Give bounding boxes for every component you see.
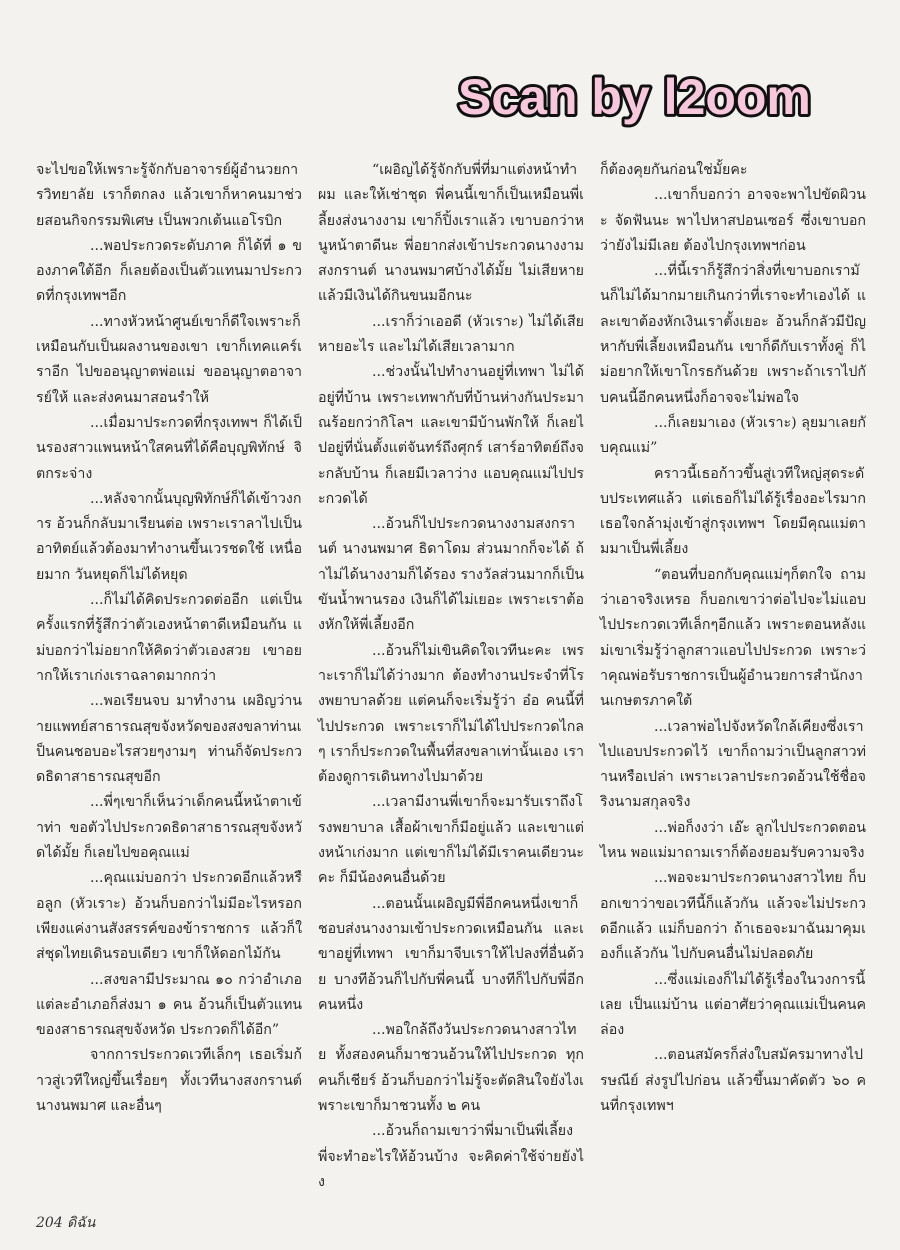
paragraph: ...พอประกวดระดับภาค ก็ได้ที่ ๑ ของภาคใต้อีก ก็เลยต้องเป็นตัวแทนมาประกวดที่กรุงเทพฯอีก	[36, 237, 302, 305]
paragraph: คราวนี้เธอก้าวขึ้นสู่เวทีใหญ่สุดระดับประเทศแล้ว แต่เธอก็ไม่ได้รู้เรื่องอะไรมาก เธอใจกล้ามุ่งเข้าสู่กรุงเทพฯ โดยมีคุณแม่ตามมาเป็นพี่เลี้ยง	[600, 465, 866, 558]
paragraph: ...อ้วนก็ไม่เขินคิดใจเวทีนะคะ เพราะเราก็ไม่ได้ว่างมาก ต้องทำงานประจำที่โรงพยาบาลด้วย แต่คนก็จะเริ่มรู้ว่า อ๋อ คนนี้ที่ไปประกวด เพราะเราก็ไม่ได้ไปประกวดไกลๆ เราก็ประกวดในพื้นที่สงขลาเท่านั้นเอง เราต้องดูการเดินทางไปมาด้วย	[318, 642, 584, 786]
paragraph: ...พอใกล้ถึงวันประกวดนางสาวไทย ทั้งสองคนก็มาชวนอ้วนให้ไปประกวด ทุกคนก็เชียร์ อ้วนก็บอกว่าไม่รู้จะตัดสินใจยังไงเพราะเขาก็มาชวนทั้ง ๒ คน	[318, 1022, 584, 1114]
paragraph: ...ที่นี้เราก็รู้สึกว่าสิ่งที่เขาบอกเรามันก็ไม่ได้มากมายเกินกว่าที่เราจะทำเองได้ และเขาต้องหักเงินเราตั้งเยอะ อ้วนก็กลัวมีปัญหากับพี่เลี้ยงเหมือนกัน เขาก็ดีกับเราทั้งคู่ ก็ไม่อยากให้เขาโกรธกันด้วย เพราะถ้าเราไปกับคนนี้อีกคนหนึ่งก็อาจจะไม่พอใจ	[600, 263, 866, 406]
paragraph: ...พอเรียนจบ มาทำงาน เผอิญว่านายแพทย์สาธารณสุขจังหวัดของสงขลาท่านเป็นคนชอบอะไรสวยๆงามๆ ท่านก็จัดประกวดธิดาสาธารณสุขอีก	[36, 693, 302, 786]
paragraph: จากการประกวดเวทีเล็กๆ เธอเริ่มก้าวสู่เวทีใหญ่ขึ้นเรื่อยๆ ทั้งเวทีนางสงกรานต์ นางนพมาศ และอื่นๆ	[36, 1047, 302, 1114]
paragraph: ...ก็ไม่ได้คิดประกวดต่ออีก แต่เป็นครั้งแรกที่รู้สึกว่าตัวเองหน้าตาดีเหมือนกัน แม่บอกว่าไม่อยากให้คิดว่าตัวเองสวย เขาอยากให้เราเก่งเราฉลาดมากกว่า	[36, 592, 302, 684]
paragraph: ...ตอนสมัครก็ส่งใบสมัครมาทางไปรษณีย์ ส่งรูปไปก่อน แล้วขึ้นมาคัดตัว ๖๐ คนที่กรุงเทพฯ	[600, 1047, 866, 1114]
paragraph: “เผอิญได้รู้จักกับพี่ที่มาแต่งหน้าทำผม และให้เช่าชุด พี่คนนี้เขาก็เป็นเหมือนพี่เลี้ยงส่งนางงาม เขาก็ปิ้งเราแล้ว เขาบอกว่าหนูหน้าตาดีนะ พี่อยากส่งเข้าประกวดนางงามสงกรานต์ นางนพมาศบ้างได้มั้ย ไม่เสียหาย แล้วมีเงินได้กินขนมอีกนะ	[318, 162, 584, 305]
page-folio: 204 ดิฉัน	[36, 1215, 96, 1231]
paragraph: ก็ต้องคุยกันก่อนใช่มั้ยคะ	[600, 162, 748, 178]
paragraph: ...เวลามีงานพี่เขาก็จะมารับเราถึงโรงพยาบาล เสื้อผ้าเขาก็มีอยู่แล้ว และเขาแต่งหน้าเก่งมาก แต่เขาก็ไม่ได้มีเราคนเดียวนะคะ ก็มีน้องคนอื่นด้วย	[318, 794, 584, 887]
paragraph: ...ทางหัวหน้าศูนย์เขาก็ดีใจเพราะก็เหมือนกับเป็นผลงานของเขา เขาก็เทคแคร์เราอีก ไปขออนุญาตพ่อแม่ ขออนุญาตอาจารย์ให้ และส่งคนมาสอนรำให้	[36, 313, 302, 406]
paragraph: ...พี่ๆเขาก็เห็นว่าเด็กคนนี้หน้าตาเข้าท่า ขอตัวไปประกวดธิดาสาธารณสุขจังหวัดได้มั้ย ก็เลยไปขอคุณแม่	[36, 794, 302, 862]
paragraph: ...ตอนนั้นเผอิญมีพี่อีกคนหนึ่งเขาก็ชอบส่งนางงามเข้าประกวดเหมือนกัน และเขาอยู่ที่เทพา เขาก็มาจีบเราให้ไปลงที่อื่นด้วย บางทีอ้วนก็ไปกับพี่คนนี้ บางทีก็ไปกับพี่อีกคนหนึ่ง	[318, 895, 584, 1013]
scan-watermark	[452, 58, 882, 134]
paragraph: ...หลังจากนั้นบุญพิทักษ์ก็ได้เข้าวงการ อ้วนก็กลับมาเรียนต่อ เพราะเราลาไปเป็นอาทิตย์แล้วต้องมาทำงานขึ้นเวรชดใช้ เหนื่อยมาก วันหยุดก็ไม่ได้หยุด	[36, 490, 302, 583]
paragraph: ...อ้วนก็ไปประกวดนางงามสงกรานต์ นางนพมาศ ธิดาโดม ส่วนมากก็จะได้ ถ้าไม่ได้นางงามก็ได้รอง รางวัลส่วนมากก็เป็นขันน้ำพานรอง เงินก็ได้ไม่เยอะ เพราะเราต้องหักให้พี่เลี้ยงอีก	[318, 516, 584, 634]
paragraph: ...พ่อก็งงว่า เอ๊ะ ลูกไปประกวดตอนไหน พอแม่มาถามเราก็ต้องยอมรับความจริง	[600, 819, 866, 862]
paragraph: ...ช่วงนั้นไปทำงานอยู่ที่เทพา ไม่ได้อยู่ที่บ้าน เพราะเทพากับที่บ้านห่างกันประมาณร้อยกว่ากิโลฯ และเขามีบ้านพักให้ ก็เลยไปอยู่ที่นั่นตั้งแต่จันทร์ถึงศุกร์ เสาร์อาทิตย์ถึงจะกลับบ้าน ก็เลยมีเวลาว่าง แอบคุณแม่ไปประกวดได้	[318, 364, 584, 507]
paragraph: ...ซึ่งแม่เองก็ไม่ได้รู้เรื่องในวงการนี้เลย เป็นแม่บ้าน แต่อาศัยว่าคุณแม่เป็นคนคล่อง	[600, 971, 866, 1039]
column-right	[600, 158, 866, 1119]
paragraph: ...เราก็ว่าเออดี (หัวเราะ) ไม่ได้เสียหายอะไร และไม่ได้เสียเวลามาก	[318, 313, 584, 356]
column-left	[36, 158, 302, 1119]
column-middle	[318, 158, 584, 1195]
paragraph: ...เขาก็บอกว่า อาจจะพาไปขัดผิวนะ จัดฟันนะ พาไปหาสปอนเซอร์ ซึ่งเขาบอกว่ายังไม่มีเลย ต้องไปกรุงเทพฯก่อน	[600, 187, 866, 254]
paragraph: ...เวลาพ่อไปจังหวัดใกล้เคียงซึ่งเราไปแอบประกวดไว้ เขาก็ถามว่าเป็นลูกสาวท่านหรือเปล่า เพราะเวลาประกวดอ้วนใช้ชื่อจริงนามสกุลจริง	[600, 718, 866, 811]
paragraph: ...พอจะมาประกวดนางสาวไทย ก็บอกเขาว่าขอเวทีนี้ก็แล้วกัน แล้วจะไม่ประกวดอีกแล้ว แม่ก็บอกว่า ถ้าเธอจะมาฉันมาคุมเองก็แล้วกัน ไปกับคนอื่นไม่ปลอดภัย	[600, 870, 866, 963]
paragraph: ...อ้วนก็ถามเขาว่าพี่มาเป็นพี่เลี้ยง พี่จะทำอะไรให้อ้วนบ้าง จะคิดค่าใช้จ่ายยังไง	[318, 1123, 584, 1190]
paragraph: ...คุณแม่บอกว่า ประกวดอีกแล้วหรือลูก (หัวเราะ) อ้วนก็บอกว่าไม่มีอะไรหรอก เพียงแค่งานสังสรรค์ของข้าราชการ แล้วก็ใส่ชุดไทยเดินรอบเดียว เขาก็ให้ดอกไม้กัน	[36, 870, 302, 963]
paragraph: ...สงขลามีประมาณ ๑๐ กว่าอำเภอ แต่ละอำเภอก็ส่งมา ๑ คน อ้วนก็เป็นตัวแทนของสาธารณสุขจังหวัด ประกวดก็ได้อีก”	[36, 971, 302, 1039]
watermark-text: Scan by l2oom	[458, 69, 811, 125]
paragraph: ...เมื่อมาประกวดที่กรุงเทพฯ ก็ได้เป็นรองสาวแพนหน้าใสคนที่ได้คือบุญพิทักษ์ จิตกระจ่าง	[36, 414, 302, 482]
paragraph: “ตอนที่บอกกับคุณแม่ๆก็ตกใจ ถามว่าเอาจริงเหรอ ก็บอกเขาว่าต่อไปจะไม่แอบไปประกวดเวทีเล็กๆอีกแล้ว เพราะตอนหลังแม่เขาเริ่มรู้ว่าลูกสาวแอบไปประกวด เพราะว่าคุณพ่อรับราชการเป็นผู้อำนวยการสำนักงานเกษตรภาคใต้	[600, 566, 866, 710]
paragraph: จะไปขอให้เพราะรู้จักกับอาจารย์ผู้อำนวยการวิทยาลัย เราก็ตกลง แล้วเขาก็หาคนมาช่วยสอนกิจกรรมพิเศษ เป็นพวกเต้นแอโรบิก	[36, 162, 302, 229]
paragraph: ...ก็เลยมาเอง (หัวเราะ) ลุยมาเลยกับคุณแม่”	[600, 414, 866, 457]
